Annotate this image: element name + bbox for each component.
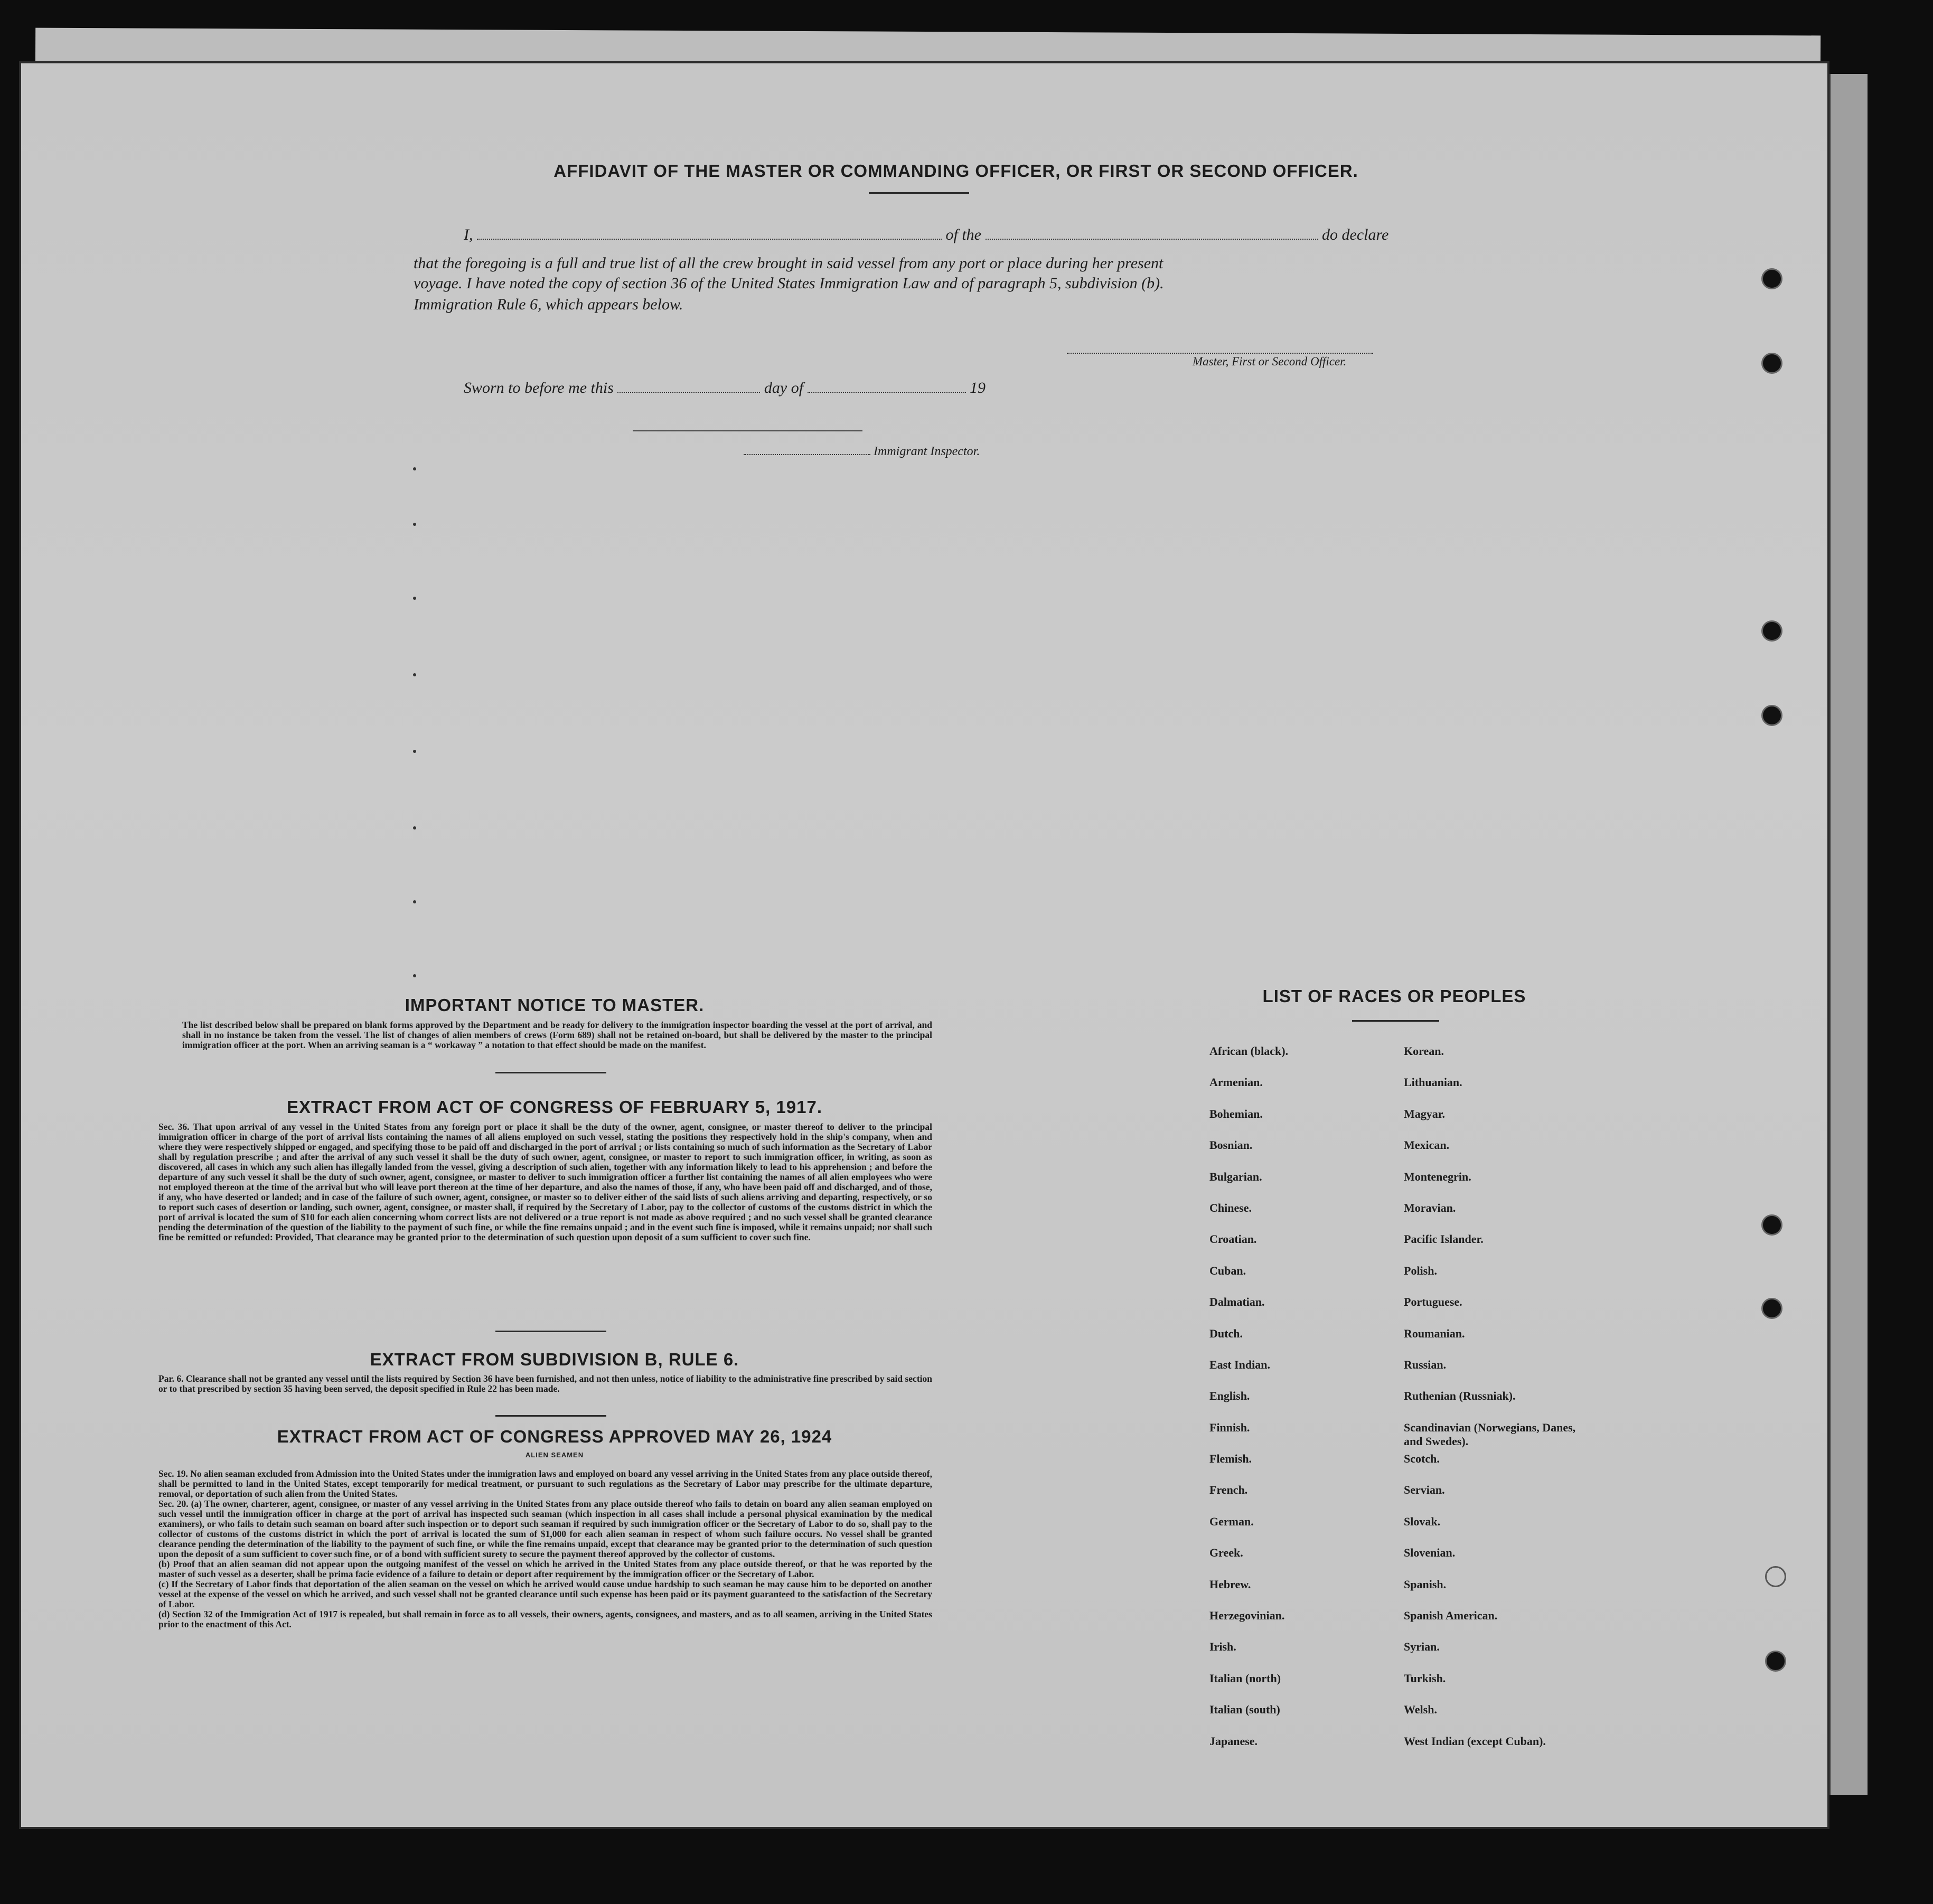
affidavit-line-1 [464,226,1388,244]
race-item: African (black). [1209,1044,1289,1058]
section-rule [495,1072,606,1073]
affidavit-heading: AFFIDAVIT OF THE MASTER OR COMMANDING OFFICER, OR FIRST OR SECOND OFFICER. [553,161,1358,181]
race-item: Finnish. [1209,1420,1250,1434]
section-20d: (d) Section 32 of the Immigration Act of 1917 is repealed, but shall remain in force as to all vessels, their owners, agents, consignees, and masters, and as to all seamen, arriving in the United States prior to the enactment of this Act. [158,1609,932,1629]
races-rule [1352,1020,1439,1022]
race-item: Herzegovinian. [1209,1609,1285,1623]
race-item: Japanese. [1209,1734,1258,1748]
tick-mark [413,750,416,753]
race-item: Armenian. [1209,1076,1263,1089]
race-item: Mexican. [1404,1138,1450,1152]
race-item: Korean. [1404,1044,1444,1058]
master-signature-label: Master, First or Second Officer. [1193,355,1347,368]
race-item: Turkish. [1404,1671,1446,1685]
punch-hole [1761,1214,1782,1236]
heading-rule [869,192,969,194]
tick-mark [413,900,416,903]
race-item: East Indian. [1209,1358,1270,1371]
declare-label: do declare [1322,226,1389,243]
page-edge [1827,74,1868,1795]
tick-mark [413,467,416,470]
notice-body: The list described below shall be prepared on blank forms approved by the Department and be ready for delivery to the immigration inspector boarding the vessel at the port of arrival, and shall in no instance be taken from the vessel. The list of changes of alien members of crews (Form 689) shall not be retained on-board, but shall be delivered by the master to the principal immigration officer at the port. When an arriving seaman is a “ workaway ” a notation to that effect should be made on the manifest. [182,1020,932,1050]
vessel-name-field[interactable] [986,239,1318,240]
section-20a: Sec. 20. (a) The owner, charterer, agent, consignee, or master of any vessel arriving in the United States from any place outside thereof who fails to detain on board any alien seaman employed on such vessel until the immigration officer in charge at the port of arrival has inspected such seaman (which inspection in all cases shall include a personal physical examination by the medical examiners), or who fails to detain such seaman on board after such inspection or to deport such seaman if required by such immigration officer or the Secretary of Labor to do so, shall pay to the collector of customs of the customs district in which the port of arrival is located the sum of $1,000 for each alien seaman in respect of whom such failure occurs. No vessel shall be granted clearance pending the determination of the liability to the payment of such fine, or while the fine remains unpaid, except that clearance may be granted prior to the determination of such question upon the deposit of a sum sufficient to cover such fine, or of a bond with sufficient surety to secure the payment thereof approved by the collector of customs. [158,1498,932,1559]
sworn-line [464,379,986,397]
race-item: Flemish. [1209,1452,1252,1466]
race-item: Dalmatian. [1209,1295,1265,1309]
section-rule [495,1331,606,1332]
affidavit-line-4: Immigration Rule 6, which appears below. [414,296,683,313]
race-item: Cuban. [1209,1264,1246,1277]
race-item: Scandinavian (Norwegians, Danes, and Swedes). [1404,1420,1576,1448]
race-item: Hebrew. [1209,1577,1251,1591]
race-item: Bulgarian. [1209,1170,1262,1183]
extract-1924-subheading: ALIEN SEAMEN [525,1451,584,1459]
race-item: Russian. [1404,1358,1447,1371]
race-item: French. [1209,1483,1248,1497]
race-item: Dutch. [1209,1326,1243,1340]
race-item: Scotch. [1404,1452,1440,1466]
tick-mark [413,974,416,977]
inspector-label: Immigrant Inspector. [874,445,980,458]
punch-hole [1765,1566,1786,1587]
extract-1917-body: Sec. 36. That upon arrival of any vessel in the United States from any foreign port or place it shall be the duty of the owner, agent, consignee, or master thereof to deliver to the principal immigration officer in charge of the port of arrival lists containing the names of all aliens employed on such vessel, stating the positions they respectively hold in the ship's company, when and where they were respectively shipped or engaged, and specifying those to be paid off and discharged in the port of arrival ; or lists containing so much of such information as the Secretary of Labor shall by regulation prescribe ; and after the arrival of any such vessel it shall be the duty of such owner, agent, consignee, or master to report to such immigration officer, in writing, as soon as discovered, all cases in which any such alien has illegally landed from the vessel, giving a description of such alien, together with any information likely to lead to his apprehension ; and before the departure of any such vessel it shall be the duty of such owner, agent, consignee, or master to deliver to such immigration officer a further list containing the names of all alien employees who were not employed thereon at the time of the arrival but who will leave port thereon at the time of her departure, and also the names of those, if any, who have been paid off and discharged, and of those, if any, who have deserted or landed; and in case of the failure of such owner, agent, consignee, or master so to deliver either of the said lists of such aliens arriving and departing, respectively, or so to report such cases of desertion or landing, such owner, agent, consignee, or master shall, if required by the Secretary of Labor, pay to the collector of customs of the customs district in which the port of arrival is located the sum of $10 for each alien concerning whom correct lists are not delivered or a true report is not made as above required ; and no such vessel shall be granted clearance pending the determination of the question of the liability to the payment of such fine, or while the fine remains unpaid ; and in the event such fine is imposed, while it remains unpaid; nor shall such fine be remitted or refunded: Provided, That clearance may be granted prior to the determination of such question upon deposit of a sum sufficient to cover such fine. [158,1121,932,1242]
races-right-column [1404,1044,1626,1766]
tick-mark [413,673,416,676]
race-item: Slovenian. [1404,1546,1456,1560]
race-item: Spanish. [1404,1577,1447,1591]
affidavit-line-2: that the foregoing is a full and true list of all the crew brought in said vessel from any port or place during her present [414,255,1163,272]
extract-1924-heading: EXTRACT FROM ACT OF CONGRESS APPROVED MAY 26, 1924 [277,1427,832,1446]
inspector-line [744,445,980,459]
races-left-column [1209,1044,1389,1766]
inspector-signature-line[interactable] [633,430,862,431]
extract-rule6-body: Par. 6. Clearance shall not be granted any vessel until the lists required by Section 36 have been furnished, and not then unless, notice of liability to the administrative fine prescribed by said section or to that prescribed by section 35 having been served, the deposit specified in Rule 22 has been made. [158,1373,932,1394]
tick-mark [413,826,416,830]
punch-hole [1761,353,1782,374]
of-the-label: of the [945,226,981,243]
section-20c: (c) If the Secretary of Labor finds that deportation of the alien seaman on the vessel on which he arrived would cause undue hardship to such seaman he may cause him to be deported on another vessel at the expense of the vessel on which he arrived, and such vessel shall not be granted clearance until such expense has been paid or its payment guaranteed to the satisfaction of the Secretary of Labor. [158,1579,932,1609]
race-item: Bosnian. [1209,1138,1253,1152]
race-item: Servian. [1404,1483,1445,1497]
tick-mark [413,523,416,526]
race-item: Polish. [1404,1264,1437,1277]
race-item: Lithuanian. [1404,1076,1462,1089]
race-item: Ruthenian (Russniak). [1404,1389,1516,1403]
race-item: Pacific Islander. [1404,1232,1484,1246]
race-item: Spanish American. [1404,1609,1498,1623]
race-item: Slovak. [1404,1514,1441,1528]
race-item: Irish. [1209,1640,1236,1654]
extract-1924-body [158,1469,932,1629]
sworn-label: Sworn to before me this [464,379,614,397]
inspector-field[interactable] [744,454,870,455]
race-item: Italian (south) [1209,1703,1280,1717]
race-item: Portuguese. [1404,1295,1462,1309]
punch-hole [1765,1651,1786,1672]
master-name-field[interactable] [477,239,942,240]
sworn-day-field[interactable] [617,392,760,393]
notice-heading: IMPORTANT NOTICE TO MASTER. [405,995,705,1015]
race-item: Montenegrin. [1404,1170,1471,1183]
race-item: Magyar. [1404,1107,1446,1120]
race-item: English. [1209,1389,1250,1403]
race-item: Roumanian. [1404,1326,1465,1340]
race-item: Chinese. [1209,1201,1252,1214]
race-item: Syrian. [1404,1640,1440,1654]
race-item: Croatian. [1209,1232,1257,1246]
day-of-label: day of [764,379,804,397]
punch-hole [1761,705,1782,726]
race-item: Italian (north) [1209,1671,1281,1685]
section-19: Sec. 19. No alien seaman excluded from Admission into the United States under the immigration laws and employed on board any vessel arriving in the United States from any place outside thereof, shall be permitted to land in the United States, except temporarily for medical treatment, or pursuant to such regulations as the Secretary of Labor may prescribe for the ultimate departure, removal, or deportation of such alien from the United States. [158,1468,932,1499]
year-label: 19 [970,379,986,397]
race-item: German. [1209,1514,1254,1528]
section-20b: (b) Proof that an alien seaman did not appear upon the outgoing manifest of the vessel on which he arrived in the United States from any place outside thereof, or that he was reported by the master of such vessel as a deserter, shall be prima facie evidence of a failure to detain or deport after requirement by the immigration officer or the Secretary of Labor. [158,1559,932,1579]
punch-hole [1761,1298,1782,1319]
affidavit-line-3: voyage. I have noted the copy of section 36 of the United States Immigration Law and of paragraph 5, subdivision (b). [414,275,1164,292]
races-heading: LIST OF RACES OR PEOPLES [1262,986,1526,1006]
race-item: Greek. [1209,1546,1243,1560]
race-item: Moravian. [1404,1201,1456,1214]
tick-mark [413,597,416,600]
sworn-month-field[interactable] [808,392,966,393]
extract-rule6-heading: EXTRACT FROM SUBDIVISION B, RULE 6. [370,1350,739,1369]
race-item: Welsh. [1404,1703,1437,1717]
section-rule [495,1415,606,1417]
i-label: I, [464,226,473,243]
extract-1917-heading: EXTRACT FROM ACT OF CONGRESS OF FEBRUARY 5, 1917. [286,1097,823,1117]
race-item: West Indian (except Cuban). [1404,1734,1546,1748]
master-signature-line[interactable] [1067,353,1373,354]
race-item: Bohemian. [1209,1107,1263,1120]
punch-hole [1761,268,1782,289]
punch-hole [1761,620,1782,642]
